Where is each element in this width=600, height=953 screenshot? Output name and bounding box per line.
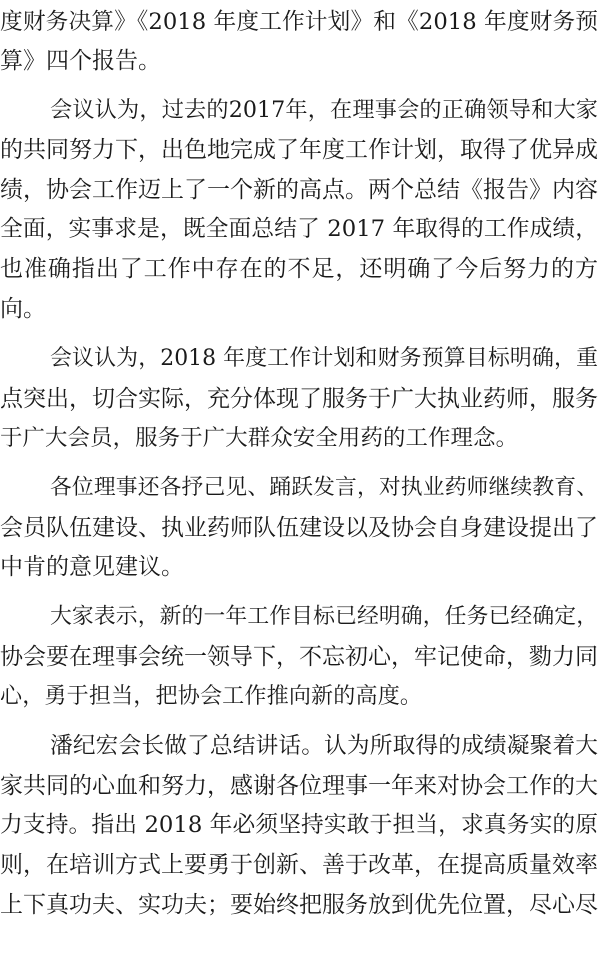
line-text: 度财务决算》《2018 年度工作计划》和《2018 年度财务预 <box>0 9 598 35</box>
line-text: 算》四个报告。 <box>0 48 161 74</box>
line-text: 力支持。指出 2018 年必须坚持实敢于担当，求真务实的原 <box>0 812 598 838</box>
line-text: 的共同努力下，出色地完成了年度工作计划，取得了优异成 <box>0 137 598 163</box>
line-text: 向。 <box>0 296 46 322</box>
line-text: 潘纪宏会长做了总结讲话。认为所取得的成绩凝聚着大 <box>50 733 598 759</box>
line-text: 上下真功夫、实功夫；要始终把服务放到优先位置，尽心尽 <box>0 892 598 918</box>
text-line <box>0 91 600 129</box>
line-text: 点突出，切合实际，充分体现了服务于广大执业药师，服务 <box>0 386 598 412</box>
text-line <box>0 509 600 547</box>
line-text: 各位理事还各抒己见、踊跃发言，对执业药师继续教育、 <box>50 475 598 500</box>
line-text: 会员队伍建设、执业药师队伍建设以及协会自身建设提出了 <box>0 515 598 541</box>
text-line <box>0 886 600 924</box>
text-line <box>0 727 600 765</box>
text-line <box>0 677 600 715</box>
line-text: 则，在培训方式上要勇于创新、善于改革，在提高质量效率 <box>0 852 598 878</box>
text-line <box>0 469 600 507</box>
text-line <box>0 548 600 586</box>
text-line <box>0 250 600 288</box>
text-line <box>0 806 600 844</box>
line-text: 心，勇于担当，把协会工作推向新的高度。 <box>0 683 422 709</box>
line-text: 全面，实事求是，既全面总结了 2017 年取得的工作成绩， <box>0 216 598 242</box>
text-line <box>0 380 600 418</box>
text-line <box>0 638 600 676</box>
text-line <box>0 846 600 884</box>
text-line <box>0 42 600 80</box>
line-text: 于广大会员，服务于广大群众安全用药的工作理念。 <box>0 425 518 451</box>
line-text: 也准确指出了工作中存在的不足，还明确了今后努力的方 <box>0 256 598 282</box>
text-line <box>0 171 600 209</box>
text-line <box>0 131 600 169</box>
line-text: 会议认为，2018 年度工作计划和财务预算目标明确，重 <box>50 346 598 371</box>
text-line <box>0 340 600 378</box>
line-text: 绩，协会工作迈上了一个新的高点。两个总结《报告》内容 <box>0 177 598 203</box>
line-text: 大家表示，新的一年工作目标已经明确，任务已经确定， <box>50 604 598 629</box>
text-line <box>0 210 600 248</box>
text-line <box>0 598 600 636</box>
line-text: 会议认为，过去的2017年，在理事会的正确领导和大家 <box>50 97 598 123</box>
text-line <box>0 767 600 805</box>
text-line <box>0 290 600 328</box>
line-text: 协会要在理事会统一领导下，不忘初心，牢记使命，勠力同 <box>0 644 598 670</box>
text-line <box>0 3 600 41</box>
line-text: 中肯的意见建议。 <box>0 554 184 580</box>
text-line <box>0 419 600 457</box>
line-text: 家共同的心血和努力，感谢各位理事一年来对协会工作的大 <box>0 773 598 799</box>
